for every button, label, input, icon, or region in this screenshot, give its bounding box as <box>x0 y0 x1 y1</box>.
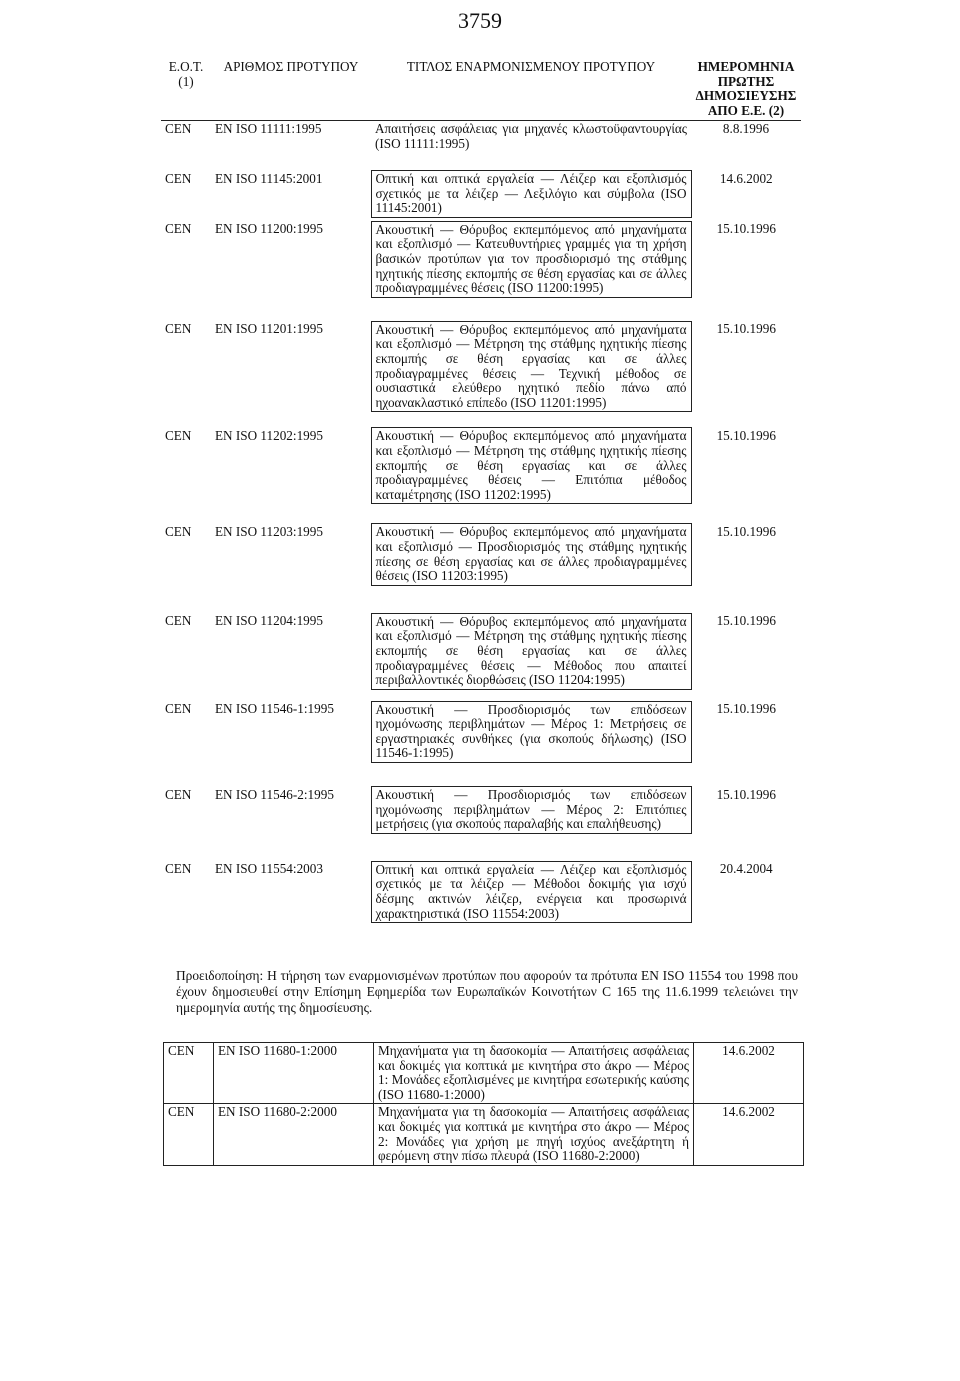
table-row <box>161 428 801 504</box>
cell-org: CEN <box>165 221 192 237</box>
table-row <box>161 701 801 762</box>
table-row <box>161 613 801 689</box>
cell-number: EN ISO 11204:1995 <box>215 613 323 629</box>
table-row <box>161 861 801 922</box>
cell-number: EN ISO 11111:1995 <box>215 121 322 137</box>
cell-title: Απαιτήσεις ασφάλειας για μηχανές κλωστοϋφαντουργίας (ISO 11111:1995) <box>375 121 687 151</box>
cell-date: 14.6.2002 <box>719 170 773 186</box>
cell-title: Μηχανήματα για τη δασοκομία — Απαιτήσεις ασφάλειας και δοκιμές για κοπτικά με κινητήρα στο άκρο — Μέρος 2: Μονάδες για χρήση με πηγή ισχύος ανεξάρτητη ή φερόμενη στην πίσω πλευρά (ISO 11680-2:2000) <box>374 1104 694 1165</box>
cell-number: EN ISO 11546-1:1995 <box>215 701 334 717</box>
cell-title: Ακουστική — Θόρυβος εκπεμπόμενος από μηχανήματα και εξοπλισμό — Μέτρηση της στάθμης ηχητικής πίεσης εκπομπής σε θέση εργασίας και σε άλλες προδιαγραμμένες θέσεις — Τεχνική μέθοδος σε ουσιαστικά ελεύθερο ηχητικό πεδίο πάνω από ηχοανακλαστικό επίπεδο (ISO 11201:1995) <box>371 321 691 412</box>
cell-date: 15.10.1996 <box>716 321 776 337</box>
cell-org: CEN <box>165 786 192 802</box>
cell-org: CEN <box>164 1104 214 1165</box>
cell-title: Ακουστική — Προσδιορισμός των επιδόσεων ηχομόνωσης περιβλημάτων — Μέρος 1: Μετρήσεις σε εργαστηριακές συνθήκες (για σκοπούς δήλωσης) (ISO 11546-1:1995) <box>371 701 691 762</box>
cell-date: 15.10.1996 <box>716 613 776 629</box>
table-row <box>161 171 801 218</box>
table-row <box>164 1104 804 1165</box>
row-spacer <box>161 412 801 428</box>
header-date: ΗΜΕΡΟΜΗΝΙΑ ΠΡΩΤΗΣ ΔΗΜΟΣΙΕΥΣΗΣ ΑΠΟ Ε.Ε. (2) <box>691 58 801 121</box>
cell-number: EN ISO 11554:2003 <box>215 861 323 877</box>
cell-number: EN ISO 11680-2:2000 <box>214 1104 374 1165</box>
table-row <box>161 321 801 412</box>
cell-date: 15.10.1996 <box>716 523 776 539</box>
cell-org: CEN <box>165 427 192 443</box>
cell-date: 15.10.1996 <box>716 221 776 237</box>
cell-date: 15.10.1996 <box>716 786 776 802</box>
cell-org: CEN <box>164 1043 214 1104</box>
cell-title: Ακουστική — Θόρυβος εκπεμπόμενος από μηχανήματα και εξοπλισμό — Κατευθυντήριες γραμμές για τη χρήση βασικών προτύπων για τον προσδιορισμό της στάθμης ηχητικής πίεσης εκπομπής σε θέση εργασίας και σε άλλες προδιαγραμμένες θέσεις (ISO 11200:1995) <box>371 221 691 297</box>
table-row <box>161 524 801 585</box>
cell-date: 20.4.2004 <box>719 861 773 877</box>
cell-date: 14.6.2002 <box>694 1043 804 1104</box>
page-number: 3759 <box>458 8 502 33</box>
cell-org: CEN <box>165 613 192 629</box>
warning-note: Προειδοποίηση: Η τήρηση των εναρμονισμένων προτύπων που αφορούν τα πρότυπα EN ISO 11554 του 1998 που έχουν δημοσιευθεί στην Επίσημη Εφημερίδα των Ευρωπαϊκών Κοινοτήτων C 165 της 11.6.1999 τελειώνει την ημερομηνία αυτής της δημοσίευσης. <box>176 968 798 1015</box>
cell-org: CEN <box>165 701 192 717</box>
standards-table-2 <box>163 1042 804 1166</box>
table-row <box>161 787 801 834</box>
cell-org: CEN <box>165 321 192 337</box>
cell-number: EN ISO 11201:1995 <box>215 321 323 337</box>
cell-date: 15.10.1996 <box>716 701 776 717</box>
cell-org: CEN <box>165 121 192 137</box>
cell-number: EN ISO 11145:2001 <box>215 170 323 186</box>
row-spacer <box>161 297 801 321</box>
row-spacer <box>161 689 801 701</box>
cell-org: CEN <box>165 170 192 186</box>
cell-date: 14.6.2002 <box>694 1104 804 1165</box>
table-row <box>161 121 801 153</box>
cell-title: Οπτική και οπτικά εργαλεία — Λέιζερ και εξοπλισμός σχετικός με τα λέιζερ — Μέθοδοι δοκιμής για ισχύ δέσμης ακτινών λέιζερ, ενέργεια και προσωρινά χαρακτηριστικά (ISO 11554:2003) <box>371 861 691 922</box>
table-header <box>161 58 801 121</box>
table-row <box>164 1043 804 1104</box>
row-spacer <box>161 153 801 171</box>
row-spacer <box>161 833 801 861</box>
cell-number: EN ISO 11203:1995 <box>215 523 323 539</box>
standards-table <box>161 58 801 923</box>
cell-number: EN ISO 11200:1995 <box>215 221 323 237</box>
cell-number: EN ISO 11202:1995 <box>215 427 323 443</box>
cell-date: 8.8.1996 <box>722 121 770 137</box>
cell-org: CEN <box>165 523 192 539</box>
cell-title: Ακουστική — Θόρυβος εκπεμπόμενος από μηχανήματα και εξοπλισμό — Μέτρηση της στάθμης ηχητικής πίεσης εκπομπής σε θέση εργασίας και σε άλλες προδιαγραμμένες θέσεις — Επιτόπια μέθοδος καταμέτρησης (ISO 11202:1995) <box>371 428 691 504</box>
cell-org: CEN <box>165 861 192 877</box>
row-spacer <box>161 585 801 613</box>
cell-number: EN ISO 11680-1:2000 <box>214 1043 374 1104</box>
row-spacer <box>161 504 801 524</box>
cell-title: Ακουστική — Θόρυβος εκπεμπόμενος από μηχανήματα και εξοπλισμό — Προσδιορισμός της στάθμης ηχητικής πίεσης σε θέση εργασίας και σε άλλες προδιαγραμμένες θέσεις (ISO 11203:1995) <box>371 524 691 585</box>
header-title: ΤΙΤΛΟΣ ΕΝΑΡΜΟΝΙΣΜΕΝΟΥ ΠΡΟΤΥΠΟΥ <box>371 58 691 121</box>
row-spacer <box>161 763 801 787</box>
cell-date: 15.10.1996 <box>716 427 776 443</box>
cell-title: Ακουστική — Θόρυβος εκπεμπόμενος από μηχανήματα και εξοπλισμό — Μέτρηση της στάθμης ηχητικής πίεσης εκπομπής σε θέση εργασίας και σε άλλες προδιαγραμμένες θέσεις — Μέθοδος που απαιτεί περιβαλλοντικές διορθώσεις (ISO 11204:1995) <box>371 613 691 689</box>
cell-title: Μηχανήματα για τη δασοκομία — Απαιτήσεις ασφάλειας και δοκιμές για κοπτικά με κινητήρα στο άκρο — Μέρος 1: Μονάδες εξοπλισμένες με κινητήρα εσωτερικής καύσης (ISO 11680-1:2000) <box>374 1043 694 1104</box>
cell-title: Ακουστική — Προσδιορισμός των επιδόσεων ηχομόνωσης περιβλημάτων — Μέρος 2: Επιτόπιες μετρήσεις (για σκοπούς παραλαβής και επαλήθευσης) <box>371 787 691 834</box>
header-number: ΑΡΙΘΜΟΣ ΠΡΟΤΥΠΟΥ <box>211 58 371 121</box>
cell-number: EN ISO 11546-2:1995 <box>215 786 334 802</box>
table-row <box>161 221 801 297</box>
header-org: Ε.Ο.Τ. (1) <box>161 58 211 121</box>
cell-title: Οπτική και οπτικά εργαλεία — Λέιζερ και εξοπλισμός σχετικός με τα λέιζερ — Λεξιλόγιο και σύμβολα (ISO 11145:2001) <box>371 171 691 218</box>
